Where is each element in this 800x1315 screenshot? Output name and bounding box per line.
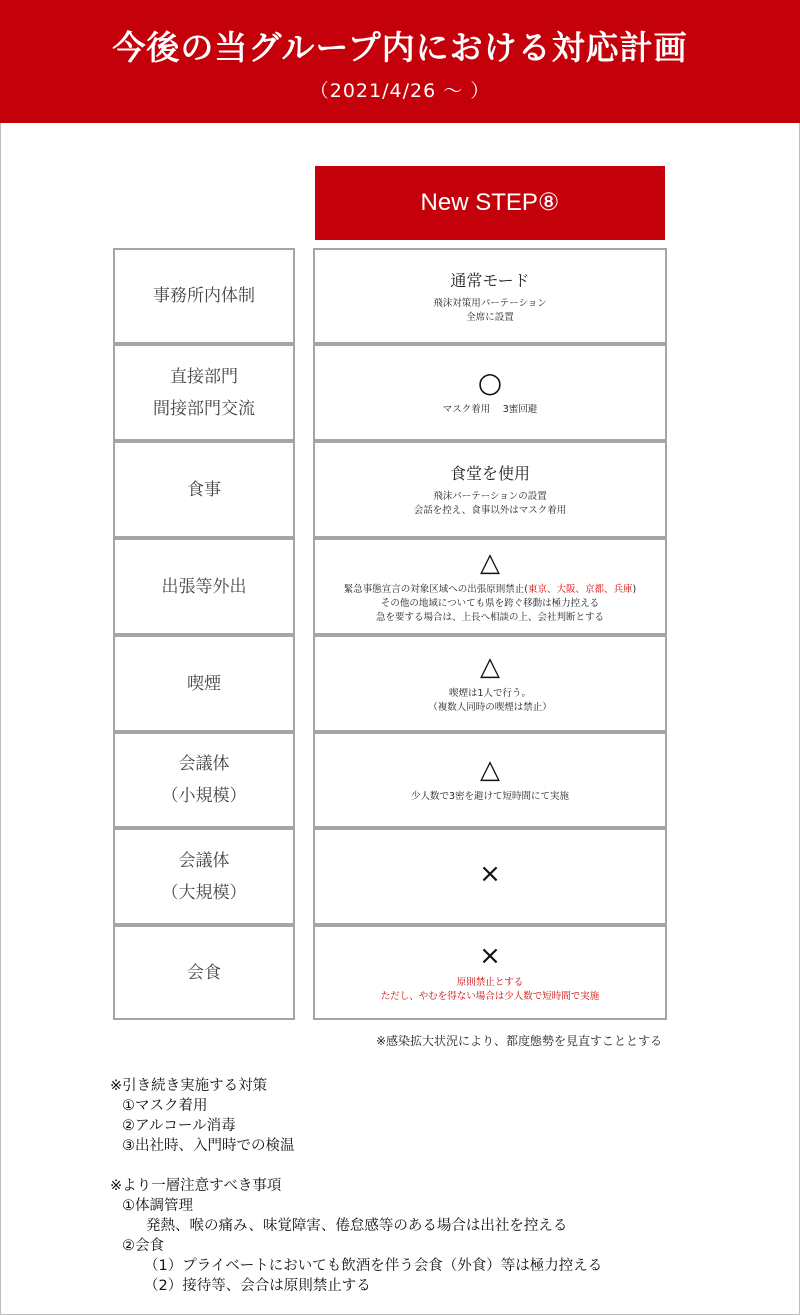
- continued-title: ※引き続き実施する対策: [110, 1078, 268, 1094]
- row-note: 飛沫対策用パーテーション: [433, 297, 547, 309]
- row-label-business-trip: [113, 538, 295, 635]
- circle-mark-icon: ○: [477, 365, 503, 399]
- list-item: ①マスク着用: [122, 1098, 208, 1114]
- header-banner: [0, 0, 800, 123]
- row-note: 会話を控え、食事以外はマスク着用: [413, 505, 567, 516]
- footnote: ※感染拡大状況により、都度態勢を見直すこととする: [375, 1034, 662, 1048]
- row-label-text: 直接部門: [170, 366, 238, 387]
- row-label-dining: [113, 925, 295, 1020]
- step-header: New STEP⑧: [315, 166, 665, 240]
- list-item: ②アルコール消毒: [122, 1118, 236, 1134]
- row-label-large-meeting: [113, 828, 295, 925]
- row-note: 急を要する場合は、上長へ相談の上、会社判断とする: [375, 611, 604, 623]
- row-label-meal: [113, 441, 295, 538]
- row-note: マスク着用 3蜜回避: [442, 403, 538, 415]
- row-note: 全席に設置: [466, 311, 514, 323]
- triangle-mark-icon: △: [480, 651, 500, 682]
- cross-mark-icon: ×: [479, 858, 501, 889]
- row-main-text: 通常モード: [450, 270, 530, 290]
- row-label-text: 食事: [187, 479, 221, 500]
- list-item: ②会食: [122, 1238, 164, 1254]
- row-label-text: 会食: [187, 962, 221, 983]
- row-label-department: [113, 344, 295, 441]
- row-label-text: 会議体: [178, 754, 230, 774]
- row-content-smoking: [313, 635, 667, 732]
- row-label-text: （小規模）: [161, 786, 247, 806]
- restricted-areas: 東京、大阪、京都、兵庫: [527, 583, 633, 595]
- row-note: 少人数で3密を避けて短時間にて実施: [410, 791, 570, 802]
- cross-mark-icon: ×: [479, 940, 501, 971]
- row-label-text: 会議体: [178, 850, 230, 871]
- row-label-text: 間接部門交流: [153, 398, 255, 419]
- row-note-red: ただし、やむを得ない場合は少人数で短時間で実施: [380, 990, 600, 1002]
- page-title: 今後の当グループ内における対応計画: [112, 28, 688, 67]
- row-label-small-meeting: [113, 732, 295, 828]
- triangle-mark-icon: △: [480, 547, 500, 578]
- measures-section: [110, 1076, 730, 1296]
- row-label-text: （大規模）: [161, 882, 247, 903]
- row-note: 飛沫パーテーションの設置: [433, 491, 547, 502]
- triangle-mark-icon: △: [480, 755, 500, 785]
- row-label-text: 事務所内体制: [153, 286, 255, 306]
- row-label-smoking: [113, 635, 295, 732]
- row-content-department: [313, 344, 667, 441]
- row-content-large-meeting: [313, 828, 667, 925]
- row-note: （複数人同時の喫煙は禁止）: [428, 701, 552, 713]
- row-content-office: [313, 248, 667, 344]
- row-note: その他の地域についても県を跨ぐ移動は極力控える: [380, 597, 600, 609]
- row-label-text: 出張等外出: [161, 576, 247, 597]
- row-note: 喫煙は1人で行う。: [448, 687, 532, 699]
- row-content-meal: [313, 441, 667, 538]
- row-content-dining: [313, 925, 667, 1020]
- list-item-detail: （2）接待等、会合は原則禁止する: [144, 1278, 371, 1294]
- attention-title: ※より一層注意すべき事項: [110, 1178, 282, 1194]
- row-note-red: 原則禁止とする: [456, 976, 524, 988]
- row-label-text: 喫煙: [187, 673, 221, 694]
- list-item-detail: （1）プライベートにおいても飲酒を伴う会食（外食）等は極力控える: [144, 1258, 603, 1274]
- row-content-business-trip: [313, 538, 667, 635]
- list-item-detail: 発熱、喉の痛み、味覚障害、倦怠感等のある場合は出社を控える: [146, 1218, 568, 1234]
- row-label-office: [113, 248, 295, 344]
- period-text: （2021/4/26 ～ ）: [309, 80, 491, 102]
- list-item: ①体調管理: [122, 1198, 193, 1214]
- row-content-small-meeting: [313, 732, 667, 828]
- row-note: 緊急事態宣言の対象区域への出張原則禁止(東京、大阪、京都、兵庫): [343, 583, 637, 595]
- row-main-text: 食堂を使用: [449, 464, 530, 483]
- list-item: ③出社時、入門時での検温: [122, 1138, 295, 1154]
